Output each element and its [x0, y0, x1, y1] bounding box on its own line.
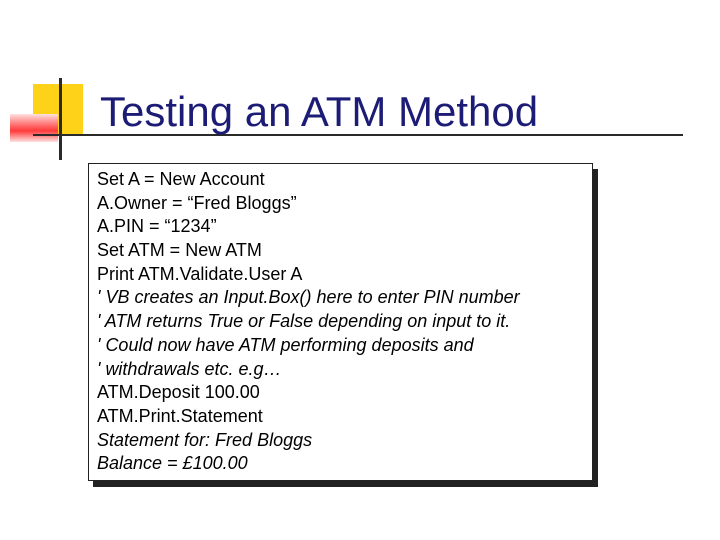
code-line: Set ATM = New ATM: [97, 240, 262, 261]
code-line: ATM.Print.Statement: [97, 405, 263, 426]
output-line: Statement for: Fred Bloggs: [97, 429, 313, 450]
decorative-red-gradient-bar: [10, 114, 58, 142]
code-listing-box: [88, 163, 593, 481]
comment-line: ' Could now have ATM performing deposits and: [97, 334, 474, 355]
slide-title: Testing an ATM Method: [100, 88, 539, 135]
decorative-vertical-rule: [59, 78, 62, 160]
comment-line: ' VB creates an Input.Box() here to enter PIN number: [97, 287, 520, 308]
code-line: Set A = New Account: [97, 169, 265, 189]
comment-line: ' ATM returns True or False depending on input to it.: [97, 311, 511, 332]
output-line: Balance = £100.00: [97, 453, 248, 474]
code-line: ATM.Deposit 100.00: [97, 382, 260, 403]
code-line: Print ATM.Validate.User A: [97, 263, 303, 284]
code-line: A.PIN = “1234”: [97, 216, 217, 237]
code-line: A.Owner = “Fred Bloggs”: [97, 192, 297, 213]
comment-line: ' withdrawals etc. e.g…: [97, 358, 282, 379]
